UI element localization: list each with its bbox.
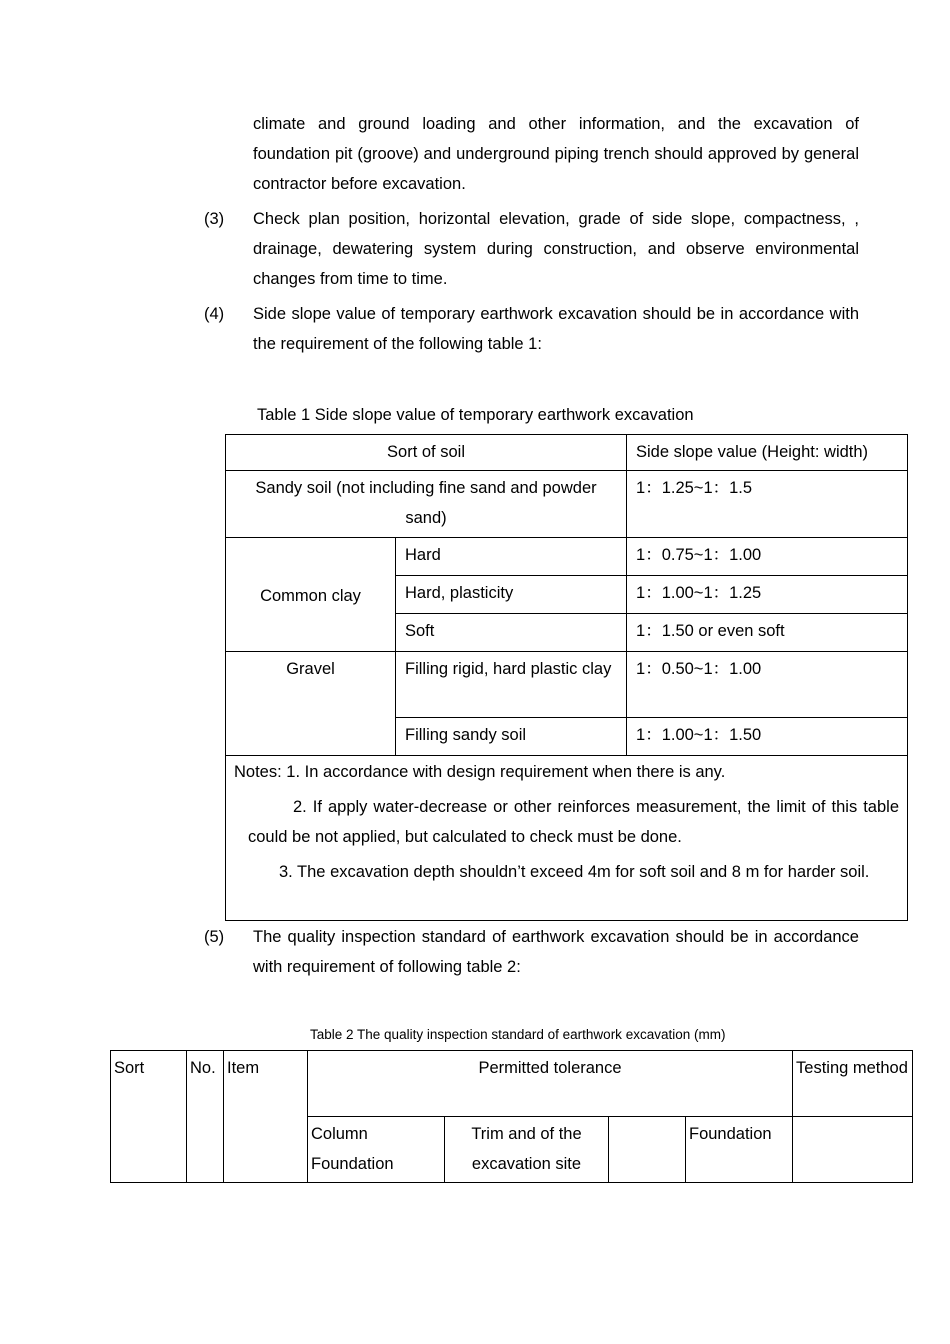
- item-5-number: (5): [204, 928, 225, 946]
- t2-header-tolerance: Permitted tolerance: [308, 1051, 793, 1117]
- item-5-text: The quality inspection standard of earthwork excavation should be in accordance with requirement of following table 2:: [253, 928, 859, 976]
- t1-header-sort: Sort of soil: [226, 435, 627, 471]
- t1-gravel-value: 1：1.00~1：1.50: [627, 718, 908, 756]
- t1-gravel-value: 1：0.50~1：1.00: [627, 652, 908, 718]
- t1-note-3: 3. The excavation depth shouldn’t exceed 4m for soft soil and 8 m for harder soil.: [279, 863, 870, 881]
- table-1-caption: Table 1 Side slope value of temporary earthwork excavation: [257, 406, 694, 424]
- table-2-caption: Table 2 The quality inspection standard of earthwork excavation (mm): [310, 1027, 726, 1042]
- t1-clay-value: 1：1.00~1：1.25: [627, 576, 908, 614]
- item-3-text: Check plan position, horizontal elevation, grade of side slope, compactness, , drainage, dewatering system during construction, and observe environmental changes from time to time.: [253, 210, 859, 288]
- t1-clay-sub: Soft: [396, 614, 627, 652]
- t2-header-sort: Sort: [111, 1051, 187, 1183]
- table-2: [110, 1050, 913, 1183]
- t2-sub-empty: [793, 1117, 913, 1183]
- t1-sandy-value: 1：1.25~1：1.5: [627, 471, 908, 538]
- t1-gravel-sub: Filling rigid, hard plastic clay: [396, 652, 627, 718]
- t1-note-1: Notes: 1. In accordance with design requirement when there is any.: [234, 763, 726, 781]
- t1-sandy-label: Sandy soil (not including fine sand and powder sand): [226, 471, 627, 538]
- intro-paragraph: climate and ground loading and other information, and the excavation of foundation pit (groove) and underground piping trench should approved by general contractor before excavation.: [253, 115, 859, 193]
- t1-notes: [226, 756, 908, 921]
- t2-sub-foundation: Foundation: [686, 1117, 793, 1183]
- t1-clay-value: 1：1.50 or even soft: [627, 614, 908, 652]
- item-3-number: (3): [204, 210, 225, 228]
- t2-sub-trim: Trim and of the excavation site: [445, 1117, 609, 1183]
- t2-header-item: Item: [224, 1051, 308, 1183]
- item-4-text: Side slope value of temporary earthwork excavation should be in accordance with the requirement of the following table 1:: [253, 305, 859, 353]
- t1-header-value: Side slope value (Height: width): [627, 435, 908, 471]
- t1-gravel-label: Gravel: [226, 652, 396, 756]
- t1-common-clay-label: Common clay: [226, 538, 396, 652]
- t2-header-no: No.: [187, 1051, 224, 1183]
- t2-sub-column: Column Foundation: [308, 1117, 445, 1183]
- t2-sub-blank: [609, 1117, 686, 1183]
- t2-header-testing: Testing method: [793, 1051, 913, 1117]
- t1-clay-sub: Hard, plasticity: [396, 576, 627, 614]
- table-1: [225, 434, 908, 921]
- t1-clay-sub: Hard: [396, 538, 627, 576]
- item-4-number: (4): [204, 305, 225, 323]
- t1-clay-value: 1：0.75~1：1.00: [627, 538, 908, 576]
- t1-gravel-sub: Filling sandy soil: [396, 718, 627, 756]
- t1-note-2: 2. If apply water-decrease or other reinforces measurement, the limit of this table could be not applied, but calculated to check must be done.: [248, 798, 900, 846]
